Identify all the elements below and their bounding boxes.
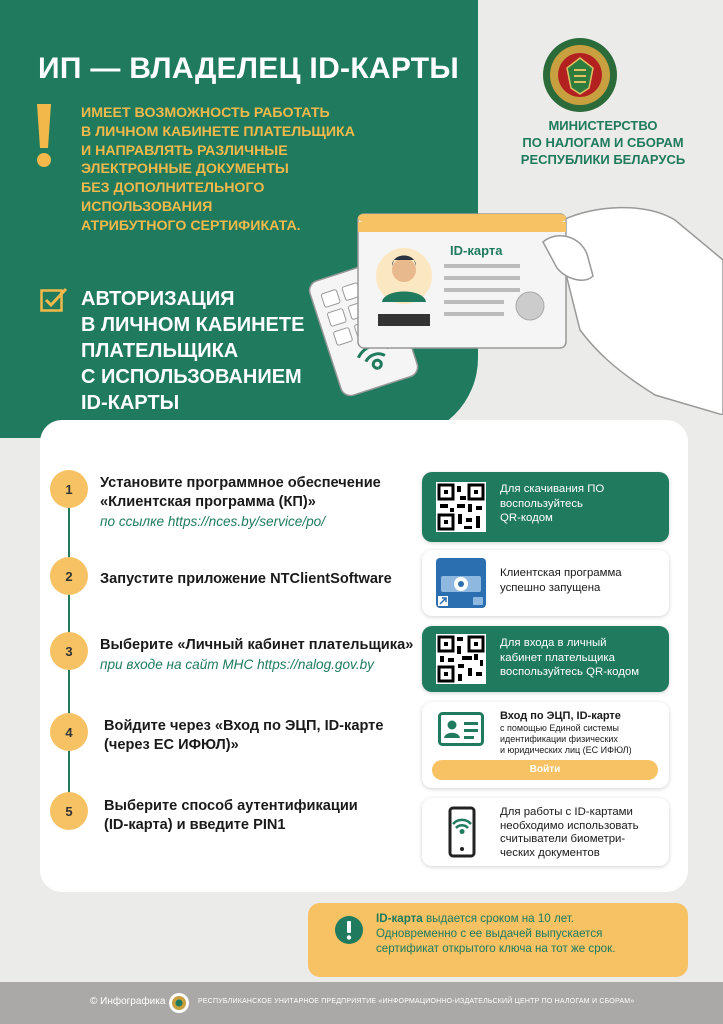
step-title-line: Выберите способ аутентификации bbox=[104, 798, 358, 814]
id-card-icon bbox=[438, 712, 484, 746]
intro-line: АТРИБУТНОГО СЕРТИФИКАТА. bbox=[81, 217, 301, 234]
box-text bbox=[500, 723, 632, 756]
validity-note bbox=[308, 903, 688, 977]
step-number: 2 bbox=[50, 557, 88, 595]
step-title-line: Войдите через «Вход по ЭЦП, ID-карте bbox=[104, 718, 384, 734]
footer-bar bbox=[0, 982, 723, 1024]
box-line: воспользуйтесь bbox=[500, 497, 583, 510]
box-line: Для работы с ID-картами bbox=[500, 806, 633, 818]
box-line: необходимо использовать bbox=[500, 819, 639, 832]
step-title-line: (ID-карта) и введите PIN1 bbox=[104, 817, 286, 833]
box-text bbox=[500, 806, 639, 860]
box-text bbox=[500, 636, 639, 680]
step-number: 5 bbox=[50, 792, 88, 830]
note-bold: ID-карта bbox=[376, 912, 423, 925]
intro-line: И НАПРАВЛЯТЬ РАЗЛИЧНЫЕ bbox=[81, 142, 288, 159]
box-line: ческих документов bbox=[500, 846, 600, 859]
step-title-line: «Клиентская программа (КП)» bbox=[100, 494, 316, 510]
login-button[interactable]: Войти bbox=[432, 760, 658, 780]
box-line: успешно запущена bbox=[500, 581, 601, 594]
step-3-text bbox=[100, 636, 420, 674]
publisher-name: РЕСПУБЛИКАНСКОЕ УНИТАРНОЕ ПРЕДПРИЯТИЕ «ИНФОРМАЦИОННО-ИЗДАТЕЛЬСКИЙ ЦЕНТР ПО НАЛОГАМ И СБОРАМ» bbox=[198, 998, 635, 1005]
copyright: © Инфографика bbox=[90, 996, 166, 1007]
client-started-box bbox=[422, 550, 669, 616]
note-line: сертификат открытого ключа на тот же срок. bbox=[376, 942, 616, 955]
step-link[interactable]: по ссылке https://nces.by/service/po/ bbox=[100, 514, 325, 529]
box-line: и юридических лиц (ЕС ИФЮЛ) bbox=[500, 745, 632, 755]
ministry-line: РЕСПУБЛИКИ БЕЛАРУСЬ bbox=[520, 152, 686, 167]
step-title-line: Установите программное обеспечение bbox=[100, 475, 381, 491]
qr-code-icon bbox=[436, 482, 486, 532]
box-line: Клиентская программа bbox=[500, 567, 622, 579]
note-text bbox=[376, 911, 676, 956]
auth-line: ID-КАРТЫ bbox=[81, 392, 180, 414]
box-title: Вход по ЭЦП, ID-карте bbox=[500, 710, 621, 722]
step-link[interactable]: при входе на сайт МНС https://nalog.gov.by bbox=[100, 657, 374, 672]
step-number: 3 bbox=[50, 632, 88, 670]
step-1-text bbox=[100, 474, 420, 531]
intro-line: ИСПОЛЬЗОВАНИЯ bbox=[81, 198, 213, 215]
step-number: 1 bbox=[50, 470, 88, 508]
intro-line: ИМЕЕТ ВОЗМОЖНОСТЬ РАБОТАТЬ bbox=[81, 105, 330, 121]
intro-line: ЭЛЕКТРОННЫЕ ДОКУМЕНТЫ bbox=[81, 161, 289, 178]
step-title-line: Выберите «Личный кабинет плательщика» bbox=[100, 637, 414, 653]
ministry-line: МИНИСТЕРСТВО bbox=[548, 118, 658, 133]
intro-line: В ЛИЧНОМ КАБИНЕТЕ ПЛАТЕЛЬЩИКА bbox=[81, 123, 355, 140]
step-number: 4 bbox=[50, 713, 88, 751]
qr-code-icon bbox=[436, 634, 486, 684]
note-line bbox=[376, 911, 676, 926]
esifyul-login-box bbox=[422, 702, 669, 788]
page-title: ИП — ВЛАДЕЛЕЦ ID-КАРТЫ bbox=[38, 52, 460, 85]
qr-download-box[interactable] bbox=[422, 472, 669, 542]
box-line: Для скачивания ПО bbox=[500, 483, 605, 495]
step-title-line: (через ЕС ИФЮЛ)» bbox=[104, 737, 239, 753]
box-text bbox=[500, 482, 604, 526]
box-line: воспользуйтесь QR-кодом bbox=[500, 666, 640, 678]
ministry-name bbox=[500, 117, 706, 168]
exclamation-icon bbox=[34, 104, 54, 168]
note-line: Одновременно с ее выдачей выпускается bbox=[376, 927, 603, 940]
publisher-logo bbox=[168, 992, 190, 1014]
box-line: Для входа в личный bbox=[500, 637, 607, 649]
step-2-text bbox=[100, 570, 420, 589]
box-line: считыватели биометри- bbox=[500, 833, 626, 845]
step-5-text bbox=[104, 797, 414, 835]
auth-line: В ЛИЧНОМ КАБИНЕТЕ bbox=[81, 314, 305, 336]
alert-icon bbox=[334, 915, 364, 945]
box-line: с помощью Единой системы bbox=[500, 723, 619, 733]
step-title-line: Запустите приложение NTClientSoftware bbox=[100, 571, 392, 587]
step-4-text bbox=[104, 717, 414, 755]
auth-line: АВТОРИЗАЦИЯ bbox=[81, 288, 235, 310]
intro-line: БЕЗ ДОПОЛНИТЕЛЬНОГО bbox=[81, 180, 265, 197]
auth-line: ПЛАТЕЛЬЩИКА bbox=[81, 340, 239, 362]
id-card-illustration bbox=[295, 200, 723, 415]
box-line: идентификации физических bbox=[500, 734, 618, 744]
qr-login-box[interactable] bbox=[422, 626, 669, 692]
ministry-line: ПО НАЛОГАМ И СБОРАМ bbox=[522, 135, 684, 150]
ministry-emblem bbox=[540, 36, 620, 114]
checkbox-icon bbox=[40, 287, 68, 313]
client-program-icon bbox=[436, 558, 486, 608]
box-line: QR-кодом bbox=[500, 512, 553, 524]
box-text bbox=[500, 566, 622, 595]
box-line: кабинет плательщика bbox=[500, 651, 615, 664]
auth-heading bbox=[81, 286, 321, 416]
note-rest: выдается сроком на 10 лет. bbox=[422, 912, 575, 925]
reader-info-box bbox=[422, 798, 669, 866]
phone-nfc-icon bbox=[448, 806, 476, 858]
card-label: ID-карта bbox=[450, 243, 503, 258]
auth-line: С ИСПОЛЬЗОВАНИЕМ bbox=[81, 366, 302, 388]
